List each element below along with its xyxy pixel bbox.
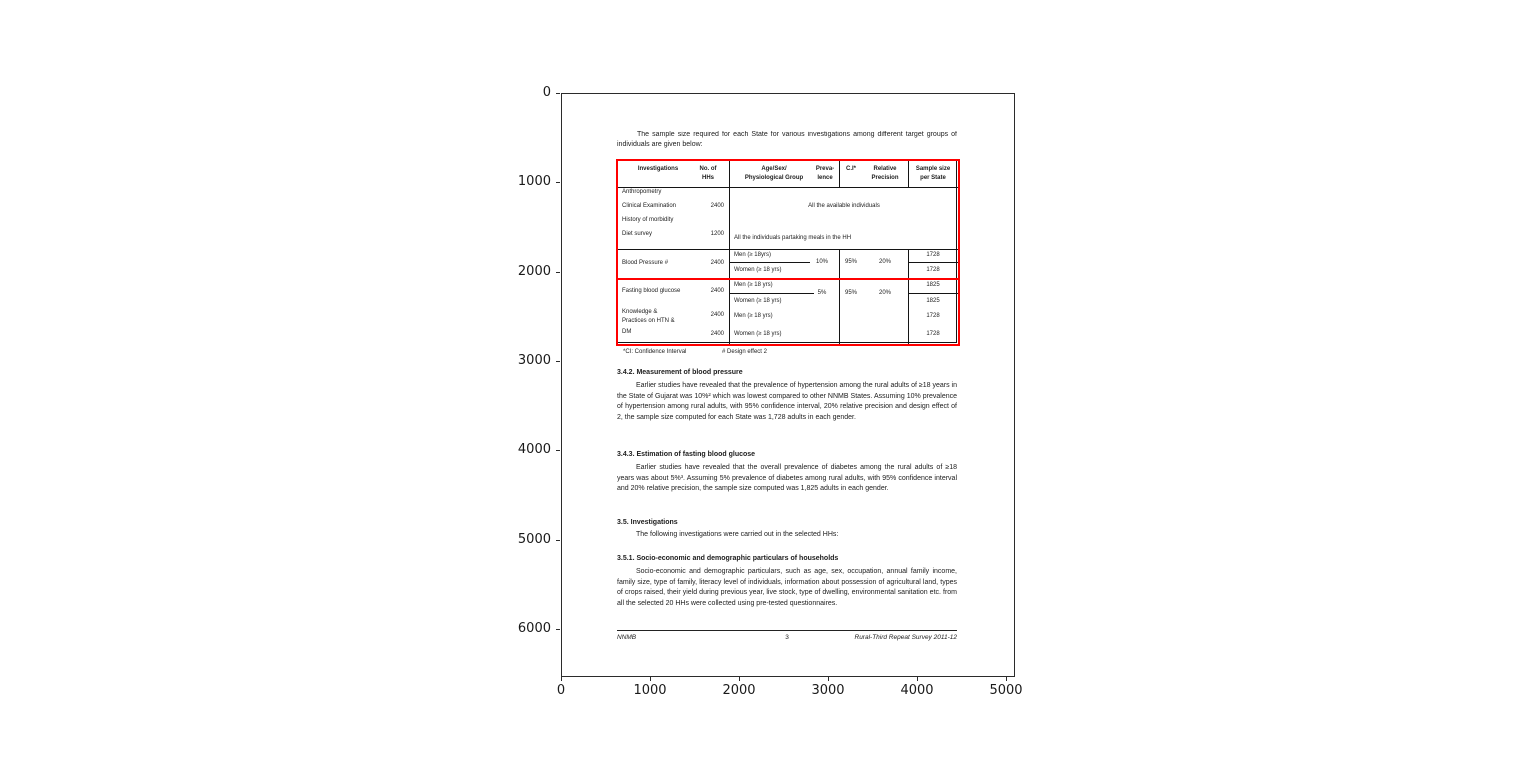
footnote-design-effect: # Design effect 2 bbox=[722, 349, 767, 355]
footer-right: Rural-Third Repeat Survey 2011-12 bbox=[854, 634, 957, 641]
table-cell-hhs-glucose: 2400 bbox=[710, 288, 724, 294]
footer-left: NNMB bbox=[617, 634, 637, 641]
intro-paragraph: The sample size required for each State for various investigations among different target groups of individuals are given below: bbox=[617, 131, 957, 149]
y-tick-label: 0 bbox=[542, 85, 551, 100]
table-header-prevalence: Preva- lence bbox=[815, 166, 835, 181]
y-tick-mark bbox=[556, 450, 560, 451]
table-cell-bp-sample-men: 1728 bbox=[926, 252, 940, 258]
y-tick-mark bbox=[556, 540, 560, 541]
table-row-knowledge-line2: Practices on HTN & bbox=[622, 318, 675, 324]
table-cell-partaking-meals: All the individuals partaking meals in the HH bbox=[734, 235, 852, 241]
section-35-title: 3.5. Investigations bbox=[617, 519, 678, 526]
sample-size-table bbox=[617, 160, 957, 343]
footer-page-number: 3 bbox=[785, 634, 789, 641]
table-header-ci: C.I* bbox=[845, 166, 856, 172]
table-cell-bp-sample-women: 1728 bbox=[926, 267, 940, 273]
table-cell-bp-men: Men (≥ 18yrs) bbox=[734, 252, 771, 258]
table-row-knowledge-line3: DM bbox=[622, 329, 632, 335]
table-cell-bp-ci: 95% bbox=[844, 259, 857, 265]
table-footnotes bbox=[623, 349, 767, 355]
table-row-blood-pressure: Blood Pressure # bbox=[622, 260, 669, 266]
table-cell-all-individuals: All the available individuals bbox=[808, 203, 880, 209]
annotation-box-lower bbox=[616, 278, 960, 346]
table-row-diet-survey: Diet survey bbox=[622, 231, 653, 237]
x-tick-label: 1000 bbox=[633, 683, 667, 698]
table-cell-bp-women: Women (≥ 18 yrs) bbox=[734, 267, 782, 273]
y-tick-label: 4000 bbox=[517, 442, 551, 457]
table-cell-knowledge-men: Men (≥ 18 yrs) bbox=[734, 313, 773, 319]
table-header-relative-precision: Relative Precision bbox=[871, 166, 899, 181]
table-cell-hhs-diet: 1200 bbox=[710, 231, 724, 237]
footnote-ci: *CI: Confidence Interval bbox=[623, 349, 687, 355]
annotation-box-upper bbox=[616, 159, 960, 280]
table-row-history-morbidity: History of morbidity bbox=[622, 217, 674, 223]
table-cell-knowledge-sample-women: 1728 bbox=[926, 331, 940, 337]
y-tick-label: 2000 bbox=[517, 264, 551, 279]
y-tick-mark bbox=[556, 361, 560, 362]
table-cell-glucose-sample-women: 1825 bbox=[926, 298, 940, 304]
y-tick-mark bbox=[556, 182, 560, 183]
table-header-hhs: No. of HHs bbox=[699, 166, 717, 181]
table-cell-bp-precision: 20% bbox=[878, 259, 891, 265]
section-351-body: Socio-economic and demographic particulars, such as age, sex, occupation, annual family income, family size, type of family, literacy level of individuals, information about possession of agricultural land, types of crops raised, their yield during previous year, live stock, type of dwelling, environmental sanitation etc. from all the selected 20 HHs were collected using pre-tested questionnaires. bbox=[617, 568, 957, 607]
table-cell-glucose-sample-men: 1825 bbox=[926, 282, 940, 288]
table-cell-glucose-women: Women (≥ 18 yrs) bbox=[734, 298, 782, 304]
table-row-knowledge-line1: Knowledge & bbox=[622, 309, 658, 315]
table-row-clinical-examination: Clinical Examination bbox=[622, 203, 677, 209]
y-tick-label: 6000 bbox=[517, 621, 551, 636]
x-tick-mark bbox=[650, 677, 651, 681]
table-cell-hhs-bp: 2400 bbox=[710, 260, 724, 266]
section-342-title: 3.4.2. Measurement of blood pressure bbox=[617, 369, 743, 376]
x-tick-label: 2000 bbox=[722, 683, 756, 698]
table-header-investigations: Investigations bbox=[637, 166, 679, 172]
table-cell-glucose-prevalence: 5% bbox=[817, 290, 827, 296]
table-cell-glucose-ci: 95% bbox=[844, 290, 857, 296]
table-cell-knowledge-women: Women (≥ 18 yrs) bbox=[734, 331, 782, 337]
x-tick-mark bbox=[561, 677, 562, 681]
table-row-fasting-glucose: Fasting blood glucose bbox=[622, 288, 681, 294]
table-cell-glucose-precision: 20% bbox=[878, 290, 891, 296]
y-tick-label: 5000 bbox=[517, 532, 551, 547]
x-tick-mark bbox=[739, 677, 740, 681]
y-tick-label: 1000 bbox=[517, 174, 551, 189]
section-343-title: 3.4.3. Estimation of fasting blood glucose bbox=[617, 451, 756, 458]
document-image-axes bbox=[561, 93, 1015, 677]
x-tick-mark bbox=[1006, 677, 1007, 681]
section-342-body: Earlier studies have revealed that the prevalence of hypertension among the rural adults of ≥18 years in the State of Gujarat was 10%² which was lowest compared to other NNMB States. Assuming 10% prevalence of hypertension among rural adults, with 95% confidence interval, 20% relative precision and design effect of 2, the sample size computed for each State was 1,728 adults in each gender. bbox=[617, 382, 957, 421]
table-header-agesex: Age/Sex/ Physiological Group bbox=[744, 166, 804, 181]
x-tick-label: 4000 bbox=[900, 683, 934, 698]
footer-rule bbox=[617, 630, 957, 631]
section-35-body: The following investigations were carried out in the selected HHs: bbox=[636, 531, 839, 538]
table-header-sample-size: Sample size per State bbox=[915, 166, 951, 181]
x-tick-label: 5000 bbox=[989, 683, 1023, 698]
table-cell-bp-prevalence: 10% bbox=[815, 259, 828, 265]
table-cell-hhs-knowledge-women: 2400 bbox=[710, 331, 724, 337]
section-351-title: 3.5.1. Socio-economic and demographic particulars of households bbox=[617, 555, 839, 562]
table-cell-hhs-knowledge-men: 2400 bbox=[710, 312, 724, 318]
scanned-document-page bbox=[562, 94, 1014, 676]
y-tick-label: 3000 bbox=[517, 353, 551, 368]
x-tick-mark bbox=[828, 677, 829, 681]
y-tick-mark bbox=[556, 93, 560, 94]
x-tick-label: 3000 bbox=[811, 683, 845, 698]
table-cell-knowledge-sample-men: 1728 bbox=[926, 313, 940, 319]
y-tick-mark bbox=[556, 272, 560, 273]
section-343-body: Earlier studies have revealed that the overall prevalence of diabetes among the rural adults of ≥18 years was about 5%³. Assuming 5% prevalence of diabetes among rural adults, with 95% confidence interval and 20% relative precision, the sample size computed was 1,825 adults in each gender. bbox=[617, 464, 957, 493]
table-cell-glucose-men: Men (≥ 18 yrs) bbox=[734, 282, 773, 288]
y-tick-mark bbox=[556, 629, 560, 630]
x-tick-label: 0 bbox=[556, 683, 566, 698]
x-tick-mark bbox=[917, 677, 918, 681]
table-cell-hhs-clinical: 2400 bbox=[710, 203, 724, 209]
table-row-anthropometry: Anthropometry bbox=[622, 189, 662, 195]
